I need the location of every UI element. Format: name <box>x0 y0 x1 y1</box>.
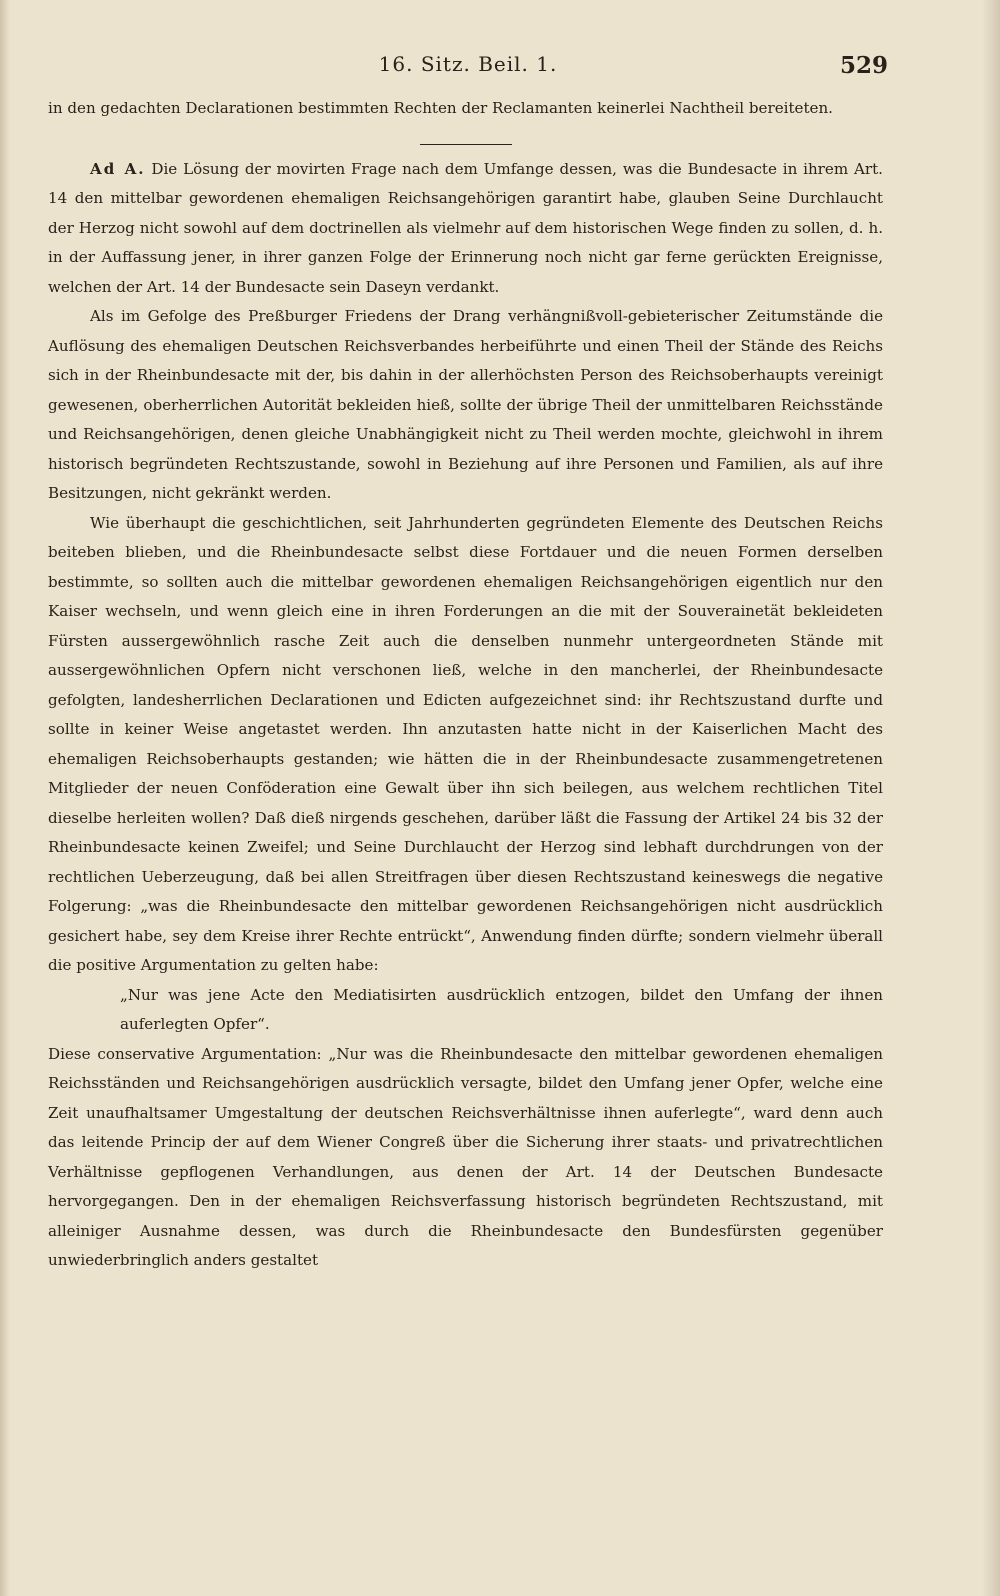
paragraph-pressburg: Als im Gefolge des Preßburger Friedens der Drang verhängnißvoll-gebieterischer Zeitumstände die Auflösung des ehemaligen Deutschen Reichsverbandes herbeiführte und einen Theil der Stände des Reichs sich in der Rheinbundesacte mit der, bis dahin in der allerhöchsten Person des Reichsoberhaupts vereinigt gewesenen, oberherrlichen Autorität bekleiden hieß, sollte der übrige Theil der unmittelbaren Reichsstände und Reichsangehörigen, denen gleiche Unabhängigkeit nicht zu Theil werden mochte, gleichwohl in ihrem historisch begründeten Rechtszustande, sowohl in Beziehung auf ihre Personen und Familien, als auf ihre Besitzungen, nicht gekränkt werden. <box>48 307 883 502</box>
section-label: Ad A. <box>90 159 146 178</box>
page-left-edge <box>0 0 10 1596</box>
section-divider <box>420 144 512 145</box>
paragraph-argumentation: Diese conservative Argumentation: „Nur was die Rheinbundesacte den mittelbar gewordenen ehemaligen Reichsständen und Reichsangehörigen ausdrücklich versagte, bildet den Umfang jener Opfer, welche eine Zeit unaufhaltsamer Umgestaltung der deutschen Reichsverhältnisse ihnen auferlegte“, ward denn auch das leitende Princip der auf dem Wiener Congreß über die Sicherung ihrer staats- und privatrechtlichen Verhältnisse gepflogenen Verhandlungen, aus denen der Art. 14 der Deutschen Bundesacte hervorgegangen. Den in der ehemaligen Reichsverfassung historisch begründeten Rechtszustand, mit alleiniger Ausnahme dessen, was durch die Rheinbundesacte den Bundesfürsten gegenüber unwiederbringlich anders gestaltet <box>48 1044 883 1269</box>
block-quote: „Nur was jene Acte den Mediatisirten ausdrücklich entzogen, bildet den Umfang der ihnen auferlegten Opfer“. <box>120 985 883 1033</box>
page-gutter-shadow <box>982 0 1000 1596</box>
page-number: 529 <box>839 52 888 79</box>
page-header <box>48 52 888 82</box>
paragraph-ad-a <box>48 155 883 303</box>
body-text <box>48 94 883 1276</box>
paragraph-ad-a-text: Die Lösung der movirten Frage nach dem Umfange dessen, was die Bundesacte in ihrem Art. 14 den mittelbar gewordenen ehemaligen Reichsangehörigen garantirt habe, glauben Seine Durchlaucht der Herzog nicht sowohl auf dem doctrinellen als vielmehr auf dem historischen Wege finden zu sollen, d. h. in der Auffassung jener, in ihrer ganzen Folge der Erinnerung noch nicht gar ferne gerückten Ereignisse, welchen der Art. 14 der Bundesacte sein Daseyn verdankt. <box>48 159 883 296</box>
paragraph-continuation: in den gedachten Declarationen bestimmten Rechten der Reclamanten keinerlei Nachtheil bereiteten. <box>48 99 833 117</box>
paragraph-elements: Wie überhaupt die geschichtlichen, seit Jahrhunderten gegründeten Elemente des Deutschen Reichs beiteben blieben, und die Rheinbundesacte selbst diese Fortdauer und die neuen Formen derselben bestimmte, so sollten auch die mittelbar gewordenen ehemaligen Reichsangehörigen eigentlich nur den Kaiser wechseln, und wenn gleich eine in ihren Forderungen an die mit der Souverainetät bekleideten Fürsten aussergewöhnlich rasche Zeit auch die denselben nunmehr untergeordneten Stände mit aussergewöhnlichen Opfern nicht verschonen ließ, welche in den mancherlei, der Rheinbundesacte gefolgten, landesherrlichen Declarationen und Edicten aufgezeichnet sind: ihr Rechtszustand durfte und sollte in keiner Weise angetastet werden. Ihn anzutasten hatte nicht in der Kaiserlichen Macht des ehemaligen Reichsoberhaupts gestanden; wie hätten die in der Rheinbundesacte zusammengetretenen Mitglieder der neuen Conföderation eine Gewalt über ihn sich beilegen, aus welchem rechtlichen Titel dieselbe herleiten wollen? Daß dieß nirgends geschehen, darüber läßt die Fassung der Artikel 24 bis 32 der Rheinbundesacte keinen Zweifel; und Seine Durchlaucht der Herzog sind lebhaft durchdrungen von der rechtlichen Ueberzeugung, daß bei allen Streitfragen über diesen Rechtszustand keineswegs die negative Folgerung: „was die Rheinbundesacte den mittelbar gewordenen Reichsangehörigen nicht ausdrücklich gesichert habe, sey dem Kreise ihrer Rechte entrückt“, Anwendung finden dürfte; sondern vielmehr überall die positive Argumentation zu gelten habe: <box>48 513 883 974</box>
running-head: 16. Sitz. Beil. 1. <box>378 52 558 76</box>
